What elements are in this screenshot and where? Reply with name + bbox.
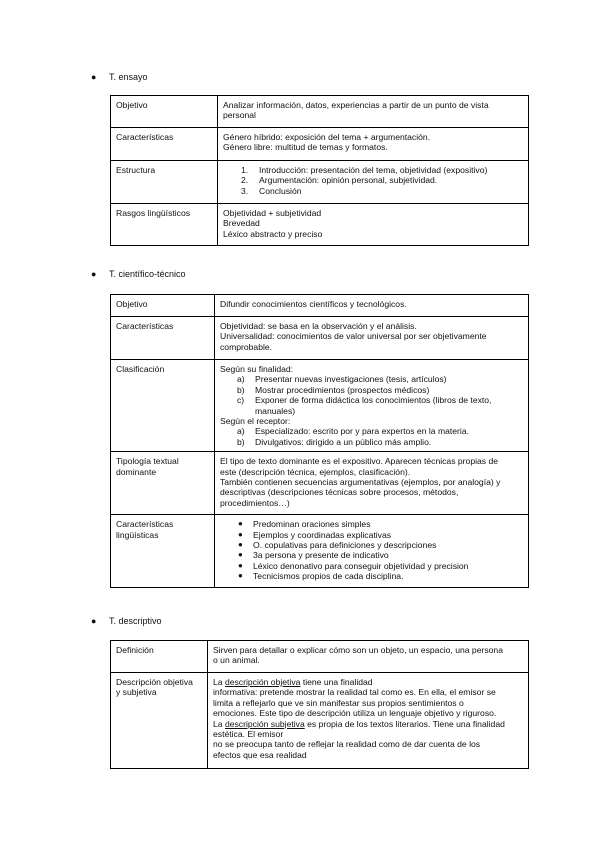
table-row (111, 673, 529, 769)
section-title-ensayo (91, 72, 148, 83)
row-value: Analizar información, datos, experiencias a partir de un punto de vista personal (218, 96, 529, 128)
row-key: Objetivo (111, 96, 218, 128)
list-item: ● O. copulativas para definiciones y descripciones (238, 540, 437, 551)
list-item: b) Divulgativos: dirigido a un público más amplio. (237, 436, 432, 447)
table-descriptivo (110, 640, 529, 769)
bullet-icon: ● (238, 550, 243, 560)
row-value: El tipo de texto dominante es el expositivo. Aparecen técnicas propias de este (descripción técnica, ejemplos, clasificación). También contienen secuencias argumentativas (ejemplos, por analogía) y descriptivas (descripciones técnicas sobre procesos, métodos, procedimientos…) (215, 452, 529, 515)
table-row (111, 641, 529, 673)
table-row (111, 317, 529, 360)
bullet-icon: ● (91, 72, 97, 82)
list-item: b) Mostrar procedimientos (prospectos médicos) (237, 384, 430, 395)
bullet-icon: ● (91, 616, 97, 626)
row-key: Objetivo (111, 295, 215, 317)
section-title-text: T. ensayo (109, 72, 148, 82)
list-item: ● 3a persona y presente de indicativo (238, 550, 389, 561)
row-value: Según su finalidad: a) Presentar nuevas investigaciones (tesis, artículos) b) Mostrar procedimientos (prospectos médicos) c) Exponer de forma didáctica los conocimientos (libros de texto, manuales) Según el receptor: a) Especializado: escrito por y para expertos en la materia. b) Divulgativos: dirigido a un público más amplio. (215, 360, 529, 452)
table-cientifico (110, 294, 529, 588)
underlined-term: descripción subjetiva (224, 718, 305, 729)
row-key: Descripción objetiva y subjetiva (111, 673, 208, 769)
row-value: Difundir conocimientos científicos y tecnológicos. (215, 295, 529, 317)
bullet-icon: ● (238, 529, 243, 539)
list-item: 2. Argumentación: opinión personal, subjetividad. (241, 175, 438, 186)
bullet-icon: ● (91, 269, 97, 279)
bullet-icon: ● (238, 560, 243, 570)
table-ensayo (110, 95, 529, 246)
table-row (111, 161, 529, 204)
row-key: Estructura (111, 161, 218, 204)
row-value: La descripción objetiva tiene una finalidad informativa: pretende mostrar la realidad tal como es. En ella, el emisor se limita a reflejarlo que ve sin manifestar sus propios sentimientos o emociones. Este tipo de descripción utiliza un lenguaje objetivo y riguroso. La descripción subjetiva es propia de los textos literarios. Tiene una finalidad estética. El emisor no se preocupa tanto de reflejar la realidad como de dar cuenta de los efectos que esa realidad (208, 673, 529, 769)
row-key: Clasificación (111, 360, 215, 452)
list-item: 1. Introducción: presentación del tema, objetividad (expositivo) (241, 165, 488, 175)
underlined-term: descripción objetiva (224, 677, 301, 687)
table-row (111, 96, 529, 128)
list-item: a) Presentar nuevas investigaciones (tesis, artículos) (237, 374, 447, 385)
bullet-icon: ● (238, 519, 243, 529)
section-title-cientifico (91, 269, 186, 280)
list-item: ● Tecnicismos propios de cada disciplina. (238, 571, 404, 582)
section-title-text: T. científico-técnico (109, 269, 186, 279)
table-row (111, 128, 529, 161)
list-item: c) Exponer de forma didáctica los conocimientos (libros de texto, manuales) (237, 395, 492, 416)
table-row (111, 295, 529, 317)
row-value: Objetividad: se basa en la observación y el análisis. Universalidad: conocimientos de valor universal por ser objetivamente comprobable. (215, 317, 529, 360)
table-row (111, 515, 529, 588)
row-key: Tipología textual dominante (111, 452, 215, 515)
row-value: Género híbrido: exposición del tema + argumentación. Género libre: multitud de temas y formatos. (218, 128, 529, 161)
row-value (215, 515, 529, 588)
row-key: Características (111, 128, 218, 161)
table-row (111, 452, 529, 515)
list-item: ● Léxico denonativo para conseguir objetividad y precision (238, 560, 469, 571)
row-key: Definición (111, 641, 208, 673)
list-item: ● Predominan oraciones simples (238, 519, 371, 530)
table-row (111, 204, 529, 246)
bullet-icon: ● (238, 540, 243, 550)
list-item: a) Especializado: escrito por y para expertos en la materia. (237, 426, 469, 437)
section-title-text: T. descriptivo (109, 616, 162, 626)
row-key: Características lingüísticas (111, 515, 215, 588)
row-value: Sirven para detallar o explicar cómo son un objeto, un espacio, una persona o un animal. (208, 641, 529, 673)
section-title-descriptivo (91, 616, 162, 627)
list-item: ● Ejemplos y coordinadas explicativas (238, 529, 392, 540)
table-row (111, 360, 529, 452)
bullet-icon: ● (238, 571, 243, 581)
row-key: Características (111, 317, 215, 360)
row-value (218, 161, 529, 204)
row-key: Rasgos lingüísticos (111, 204, 218, 246)
list-item: 3. Conclusión (241, 185, 302, 196)
row-value: Objetividad + subjetividad Brevedad Léxico abstracto y preciso (218, 204, 529, 246)
